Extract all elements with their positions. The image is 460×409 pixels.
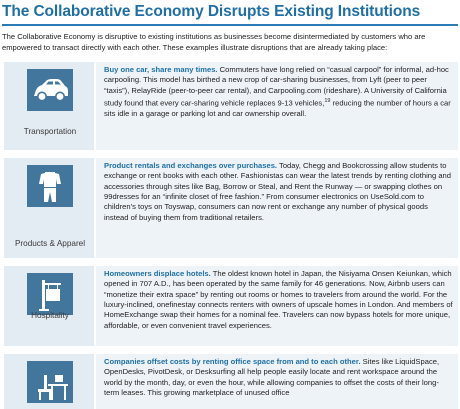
disruption-row-hospitality bbox=[4, 266, 458, 346]
row-lead: Companies offset costs by renting office space from and to each other. bbox=[104, 357, 361, 366]
row-body-continued: reducing the number of hours a car sits idle in a garage or parking lot and car ownership overall. bbox=[104, 98, 451, 118]
row-body: Commuters have long relied on “casual carpool” for informal, ad-hoc carpooling. This model has birthed a new crop of car-sharing businesses, from Lyft (peer to peer “taxis”), RelayRide (peer-to-peer car rental), and Carpooling.com (rideshare). A University of California study found that every car-sharing vehicle replaces 9-13 vehicles, bbox=[104, 65, 449, 108]
icon-cell bbox=[4, 62, 96, 150]
row-body: Today, Chegg and Bookcrossing allow students to exchange or rent books with each other. Fashionistas can wear the latest trends by renting clothing and accessories through sites like Bag, Borrow or Steal, and Rent the Runway — or swapping clothes on 99dresses for an “infinite closet of free fashion.” From consumer electronics on UseSold.com to children’s toys on Toyswap, consumers can now rent or exchange any number of physical goods instead of buying them from traditional retailers. bbox=[104, 161, 451, 222]
intro-paragraph: The Collaborative Economy is disruptive to existing institutions as businesses become disintermediated by customers who are empowered to transact directly with each other. These examples illustrate disruptions that are already taking place: bbox=[2, 32, 426, 53]
row-label: Transportation bbox=[23, 127, 77, 136]
icon-cell bbox=[4, 266, 96, 346]
footnote-marker: 19 bbox=[324, 98, 331, 105]
row-label: Hospitality bbox=[31, 311, 69, 320]
row-text bbox=[104, 357, 454, 398]
row-text bbox=[104, 161, 454, 223]
row-lead: Product rentals and exchanges over purchases. bbox=[104, 161, 278, 170]
page-title: The Collaborative Economy Disrupts Existing Institutions bbox=[2, 3, 421, 20]
icon-cell bbox=[4, 354, 96, 409]
row-body: The oldest known hotel in Japan, the Nisiyama Onsen Keiunkan, which opened in 707 A.D., has been operated by the same family for 46 generations. Now, Airbnb users can “monetize their extra space” by renting out rooms or homes to travelers from around the world. For the luxury-inclined, onefinestay connects renters with owners of upscale homes in London. And members of HomeExchange swap their homes for a nominal fee. Travelers can now bypass hotels for more unique, affordable, or even convenient travel experiences. bbox=[104, 269, 453, 330]
car-icon bbox=[27, 69, 73, 111]
title-divider bbox=[2, 24, 458, 26]
clothing-icon bbox=[27, 165, 73, 207]
row-label: Products & Apparel bbox=[14, 239, 86, 248]
row-text bbox=[104, 269, 454, 331]
desk-icon bbox=[27, 361, 73, 403]
disruption-row-products bbox=[4, 158, 458, 258]
disruption-row-office bbox=[4, 354, 458, 409]
row-lead: Buy one car, share many times. bbox=[104, 65, 218, 74]
disruption-row-transportation bbox=[4, 62, 458, 150]
row-body: Sites like LiquidSpace, OpenDesks, PivotDesk, or Desksurfing all help people easily locate and rent workspace around the world by the month, day, or even the hour, while allowing companies to offset the costs of their long-term leases. This growing marketplace of unused office bbox=[104, 357, 440, 398]
row-lead: Homeowners displace hotels. bbox=[104, 269, 211, 278]
icon-cell bbox=[4, 158, 96, 258]
row-text bbox=[104, 65, 454, 119]
hotel-sign-icon bbox=[27, 273, 73, 315]
